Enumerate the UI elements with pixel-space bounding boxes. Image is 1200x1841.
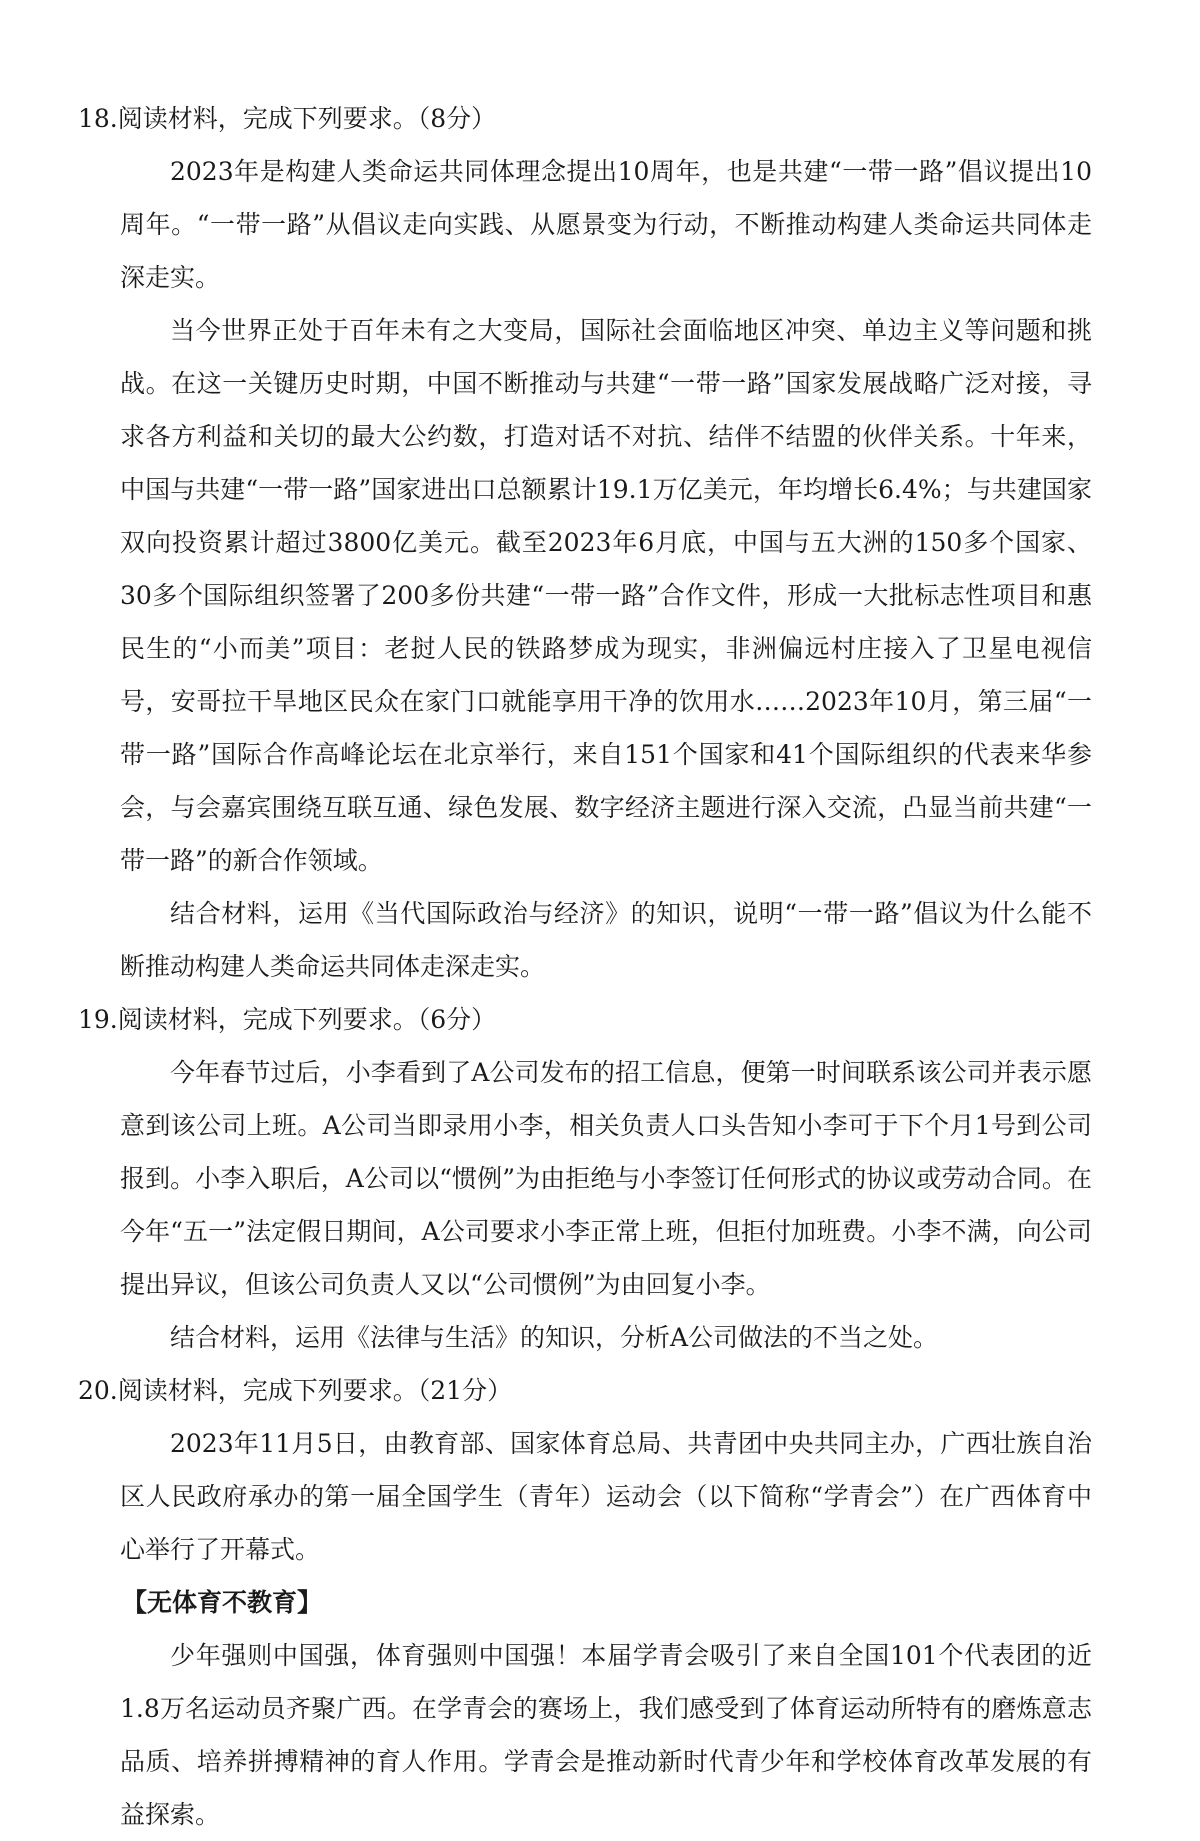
question-20-section-text: 少年强则中国强，体育强则中国强！本届学青会吸引了来自全国101个代表团的近1.8万名运动员齐聚广西。在学青会的赛场上，我们感受到了体育运动所特有的磨炼意志品质、培养拼搏精神的育人作用。学青会是推动新时代青少年和学校体育改革发展的有益探索。 bbox=[120, 1641, 1092, 1829]
question-19-heading: 19.阅读材料，完成下列要求。（6分） bbox=[78, 1005, 497, 1034]
question-18-heading: 18.阅读材料，完成下列要求。（8分） bbox=[78, 104, 497, 133]
question-19-prompt: 结合材料，运用《法律与生活》的知识，分析A公司做法的不当之处。 bbox=[170, 1323, 939, 1352]
question-18-material-2: 当今世界正处于百年未有之大变局，国际社会面临地区冲突、单边主义等问题和挑战。在这一关键历史时期，中国不断推动与共建“一带一路”国家发展战略广泛对接，寻求各方利益和关切的最大公约数，打造对话不对抗、结伴不结盟的伙伴关系。十年来，中国与共建“一带一路”国家进出口总额累计19.1万亿美元，年均增长6.4%；与共建国家双向投资累计超过3800亿美元。截至2023年6月底，中国与五大洲的150多个国家、30多个国际组织签署了200多份共建“一带一路”合作文件，形成一大批标志性项目和惠民生的“小而美”项目：老挝人民的铁路梦成为现实，非洲偏远村庄接入了卫星电视信号，安哥拉干旱地区民众在家门口就能享用干净的饮用水……2023年10月，第三届“一带一路”国际合作高峰论坛在北京举行，来自151个国家和41个国际组织的代表来华参会，与会嘉宾围绕互联互通、绿色发展、数字经济主题进行深入交流，凸显当前共建“一带一路”的新合作领域。 bbox=[120, 316, 1092, 875]
question-18-material-1: 2023年是构建人类命运共同体理念提出10周年，也是共建“一带一路”倡议提出10周年。“一带一路”从倡议走向实践、从愿景变为行动，不断推动构建人类命运共同体走深走实。 bbox=[120, 157, 1092, 292]
question-19-material: 今年春节过后，小李看到了A公司发布的招工信息，便第一时间联系该公司并表示愿意到该公司上班。A公司当即录用小李，相关负责人口头告知小李可于下个月1号到公司报到。小李入职后，A公司以“惯例”为由拒绝与小李签订任何形式的协议或劳动合同。在今年“五一”法定假日期间，A公司要求小李正常上班，但拒付加班费。小李不满，向公司提出异议，但该公司负责人又以“公司惯例”为由回复小李。 bbox=[120, 1058, 1092, 1299]
question-18-prompt: 结合材料，运用《当代国际政治与经济》的知识，说明“一带一路”倡议为什么能不断推动构建人类命运共同体走深走实。 bbox=[120, 899, 1092, 981]
question-20-heading: 20.阅读材料，完成下列要求。（21分） bbox=[78, 1376, 513, 1405]
question-20-intro: 2023年11月5日，由教育部、国家体育总局、共青团中央共同主办，广西壮族自治区人民政府承办的第一届全国学生（青年）运动会（以下简称“学青会”）在广西体育中心举行了开幕式。 bbox=[120, 1429, 1092, 1564]
section-title: 【无体育不教育】 bbox=[122, 1588, 323, 1617]
